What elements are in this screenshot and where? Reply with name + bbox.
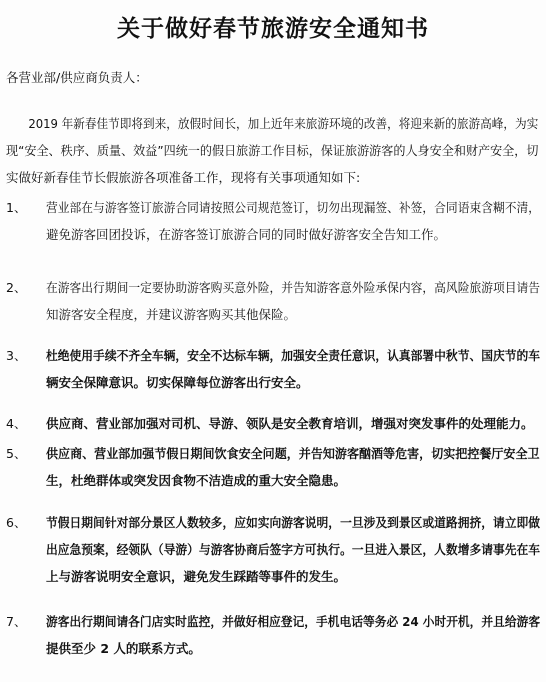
- item-number: 1、: [6, 200, 27, 215]
- item-text: [46, 274, 540, 328]
- item-number: 6、: [6, 515, 27, 530]
- item-text: [46, 608, 540, 662]
- intro-paragraph: [6, 110, 538, 191]
- item-line: 提供至少 2 人的联系方式。: [46, 641, 201, 656]
- item-line: 知游客安全程度，并建议游客购买其他保险。: [46, 307, 297, 322]
- item-line: 在游客出行期间一定要协助游客购买意外险，并告知游客意外险承保内容，高风险旅游项目请告: [46, 280, 541, 295]
- page-title: 关于做好春节旅游安全通知书: [117, 16, 429, 42]
- item-line: 节假日期间针对部分景区人数较多，应如实向游客说明，一旦涉及到景区或道路拥挤，请立即做: [46, 515, 541, 530]
- item-line: 辆安全保障意识。切实保障每位游客出行安全。: [46, 375, 309, 390]
- item-number: 5、: [6, 446, 27, 461]
- item-text: [46, 410, 540, 437]
- item-number: 3、: [6, 348, 27, 363]
- item-line: 供应商、营业部加强节假日期间饮食安全问题，并告知游客酗酒等危害，切实把控餐厅安全卫: [46, 446, 540, 461]
- item-line: 营业部在与游客签订旅游合同请按照公司规范签订，切勿出现漏签、补签，合同语束含糊不清，: [46, 200, 541, 215]
- intro-line: 2019 年新春佳节即将到来，放假时间长，加上近年来旅游环境的改善，将迎来新的旅游高峰，为实: [28, 116, 539, 131]
- item-line: 杜绝使用手续不齐全车辆，安全不达标车辆，加强安全责任意识，认真部署中秋节、国庆节的车: [46, 348, 541, 363]
- item-line: 供应商、营业部加强对司机、导游、领队是安全教育培训，增强对突发事件的处理能力。: [46, 416, 534, 431]
- item-number: 4、: [6, 416, 27, 431]
- item-text: [46, 440, 540, 494]
- item-text: [46, 194, 540, 248]
- item-line: 游客出行期间请各门店实时监控，并做好相应登记，手机电话等务必 24 小时开机，并且给游客: [46, 614, 541, 629]
- item-number: 7、: [6, 614, 27, 629]
- item-text: [46, 509, 540, 590]
- item-line: 避免游客回团投诉，在游客签订旅游合同的同时做好游客安全告知工作。: [46, 227, 447, 242]
- intro-line: 现“安全、秩序、质量、效益”四统一的假日旅游工作目标，保证旅游游客的人身安全和财产安全，切: [6, 143, 539, 158]
- item-text: [46, 342, 540, 396]
- item-line: 上与游客说明安全意识，避免发生踩踏等事件的发生。: [46, 569, 347, 584]
- item-line: 生，杜绝群体或突发因食物不洁造成的重大安全隐患。: [46, 473, 347, 488]
- intro-line: 实做好新春佳节长假旅游各项准备工作，现将有关事项通知如下:: [6, 170, 361, 185]
- salutation: 各营业部/供应商负责人：: [6, 70, 148, 85]
- item-line: 出应急预案，经领队（导游）与游客协商后签字方可执行。一旦进入景区，人数增多请事先在车: [46, 542, 541, 557]
- item-number: 2、: [6, 280, 27, 295]
